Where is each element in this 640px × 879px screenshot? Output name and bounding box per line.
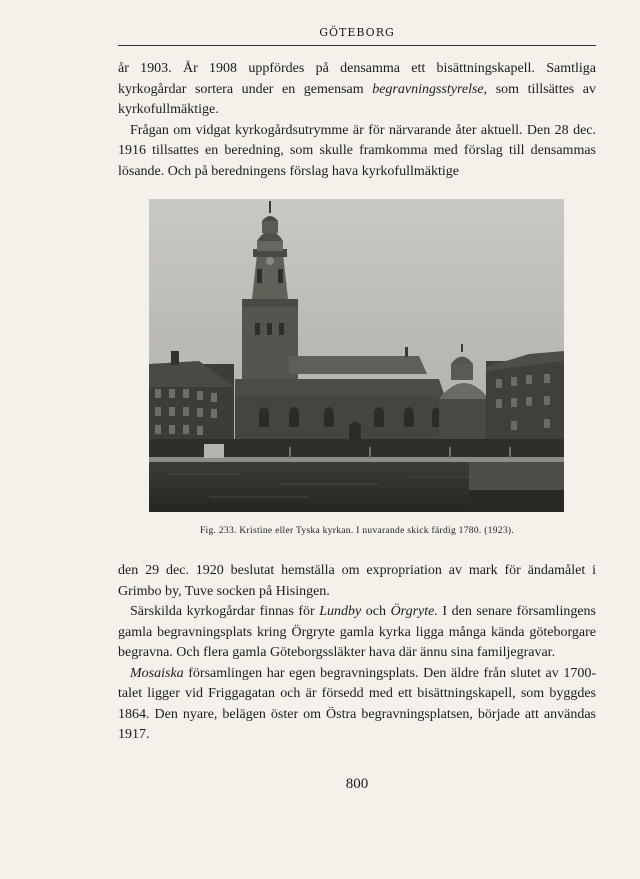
paragraph: Särskilda kyrkogårdar finnas för Lundby och Örgryte. I den senare församlingens gamla begravningsplats kring Örgryte gamla kyrka ligga många kända göteborgare begravna. Och flera gamla Göteborgssläkter hava där ännu sina familjegravar.: [118, 604, 597, 660]
paragraph: den 29 dec. 1920 beslutat hemställa om expropriation av mark för ändamålet i Grimbo by, Tuve socken på Hisingen.: [118, 563, 596, 599]
paragraph: Frågan om vidgat kyrkogårdsutrymme är för närvarande åter aktuell. Den 28 dec. 1916 tillsattes en beredning, som skulle framkomma med förslag till densammas lösande. Och på beredningens förslag hava kyrkofullmäktige: [118, 122, 596, 179]
header-rule: [118, 45, 596, 46]
paragraph: Mosaiska församlingen har egen begravningsplats. Den äldre från slutet av 1700-talet ligger vid Friggagatan och är försedd med ett bisättningskapell, som byggdes 1864. Den nyare, belägen öster om Östra begravningsplatsen, började att användas 1917.: [118, 665, 596, 742]
church-photograph: [149, 199, 564, 512]
figure-caption: Fig. 233. Kristine eller Tyska kyrkan. I nuvarande skick färdig 1780. (1923).: [199, 526, 515, 536]
page-number: 800: [345, 776, 369, 792]
running-header: GÖTEBORG: [319, 26, 395, 39]
body-text-bottom: [118, 561, 596, 746]
body-text-top: [118, 59, 596, 182]
paragraph: år 1903. År 1908 uppfördes på densamma ett bisättningskapell. Samtliga kyrkogårdar sortera under en gemensam begravningsstyrelse, som tillsättes av kyrkofullmäktige.: [118, 61, 596, 117]
